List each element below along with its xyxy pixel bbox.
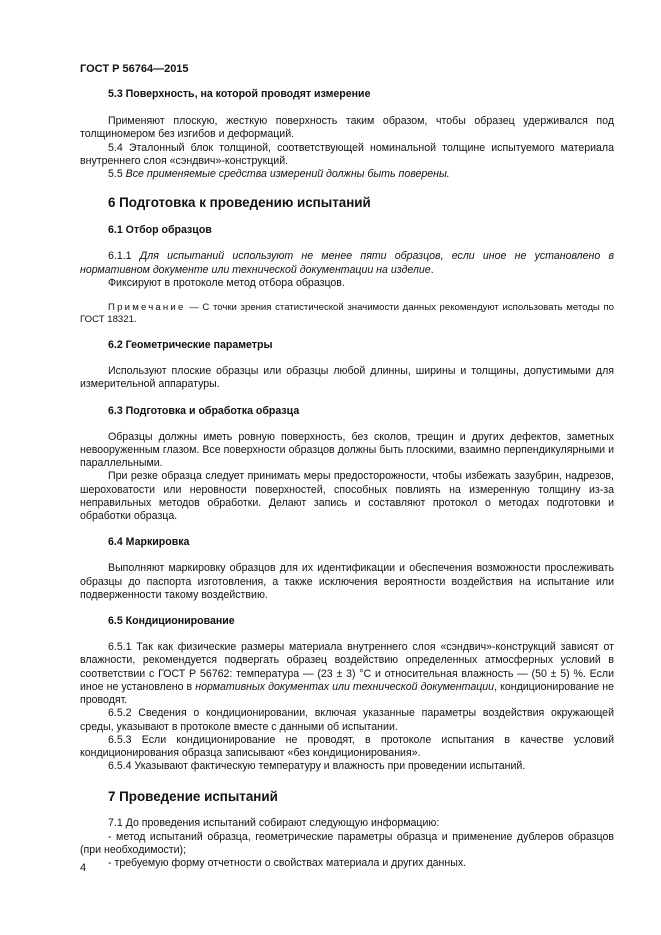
paragraph-text: 6.5.1 Так как физические размеры материала внутреннего слоя «сэндвич»-конструкций зависят от влажности, рекомендуется подвергать образец воздействию определенных атмосферных условий в соответствии с ГОСТ Р 56762: температура — (23 ± 3) °С и относительная влажность — (50 ± 5) %. Если иное не установлено в (80, 641, 614, 693)
paragraph-text: , кондиционирование не проводят. (80, 680, 614, 707)
italic-text: нормативных документах или технической документации (195, 680, 495, 693)
heading-6-1: 6.1 Отбор образцов (108, 224, 212, 237)
italic-text: Все применяемые средства измерений должны быть поверены. (125, 168, 450, 181)
paragraph-end: . (430, 263, 434, 276)
paragraph-number: 5.5 (108, 168, 126, 181)
heading-6-5: 6.5 Кондиционирование (108, 615, 235, 628)
heading-6: 6 Подготовка к проведению испытаний (108, 195, 371, 211)
paragraph-6-1-fix: Фиксируют в протоколе метод отбора образцов. (108, 276, 345, 289)
list-item-7-1-a: - метод испытаний образца, геометрические параметры образца и применение дублеров образцов (при необходимости); (80, 830, 614, 856)
paragraph-6-5-3: 6.5.3 Если кондиционирование не проводят, в протоколе испытания в качестве условий кондиционирования образца записывают «без кондиционирования». (80, 733, 614, 759)
paragraph-5-5 (80, 168, 614, 181)
paragraph-6-2: Используют плоские образцы или образцы любой длинны, ширины и толщины, допустимыми для измерительной аппаратуры. (80, 365, 614, 391)
note-6-1 (80, 302, 614, 326)
heading-6-4: 6.4 Маркировка (108, 536, 190, 549)
paragraph-5-3: Применяют плоскую, жесткую поверхность таким образом, чтобы образец удерживался под толщиномером без изгибов и деформаций. (80, 115, 614, 141)
heading-6-3: 6.3 Подготовка и обработка образца (108, 404, 300, 417)
paragraph-5-4: 5.4 Эталонный блок толщиной, соответствующей номинальной толщине испытуемого материала внутреннего слоя «сэндвич»-конструкций. (80, 141, 614, 167)
paragraph-7-1: 7.1 До проведения испытаний собирают следующую информацию: (108, 817, 440, 830)
paragraph-6-4: Выполняют маркировку образцов для их идентификации и обеспечения возможности прослеживать образцы до паспорта изготовления, а также исключения вероятности воздействия на испытание или подверженности такому воздействию. (80, 562, 614, 601)
paragraph-6-5-1 (80, 641, 614, 707)
document-header: ГОСТ Р 56764—2015 (80, 63, 189, 75)
italic-text: Для испытаний используют не менее пяти образцов, если иное не установлено в нормативном документе или технической документации на изделие (80, 250, 614, 276)
list-item-7-1-b: - требуемую форму отчетности о свойствах материала и других данных. (108, 856, 467, 869)
paragraph-6-1-1 (80, 250, 614, 276)
heading-5-3: 5.3 Поверхность, на которой проводят измерение (108, 88, 371, 100)
paragraph-6-3-a: Образцы должны иметь ровную поверхность, без сколов, трещин и других дефектов, заметных невооруженным глазом. Все поверхности образцов должны быть плоскими, взаимно перпендикулярными и параллельными. (80, 430, 614, 470)
page-number: 4 (80, 862, 87, 874)
note-text: — С точки зрения статистической значимости данных рекомендуют использовать методы по ГОСТ 18321. (80, 302, 614, 326)
heading-7: 7 Проведение испытаний (108, 789, 278, 805)
paragraph-number: 6.1.1 (108, 250, 140, 263)
paragraph-6-3-b: При резке образца следует принимать меры предосторожности, чтобы избежать зазубрин, надрезов, шероховатости или неровности поверхностей, способных повлиять на измеренную толщину из-за неправильных методов обработки. Делают запись и составляют протокол о методах подготовки и обработки образца. (80, 470, 614, 523)
document-body (80, 88, 614, 870)
note-label: Примечание (108, 302, 186, 314)
heading-6-2: 6.2 Геометрические параметры (108, 339, 273, 352)
paragraph-6-5-4: 6.5.4 Указывают фактическую температуру и влажность при проведении испытаний. (108, 760, 526, 773)
paragraph-6-5-2: 6.5.2 Сведения о кондиционировании, включая указанные параметры воздействия окружающей среды, указывают в протоколе вместе с данными об испытании. (80, 707, 614, 733)
